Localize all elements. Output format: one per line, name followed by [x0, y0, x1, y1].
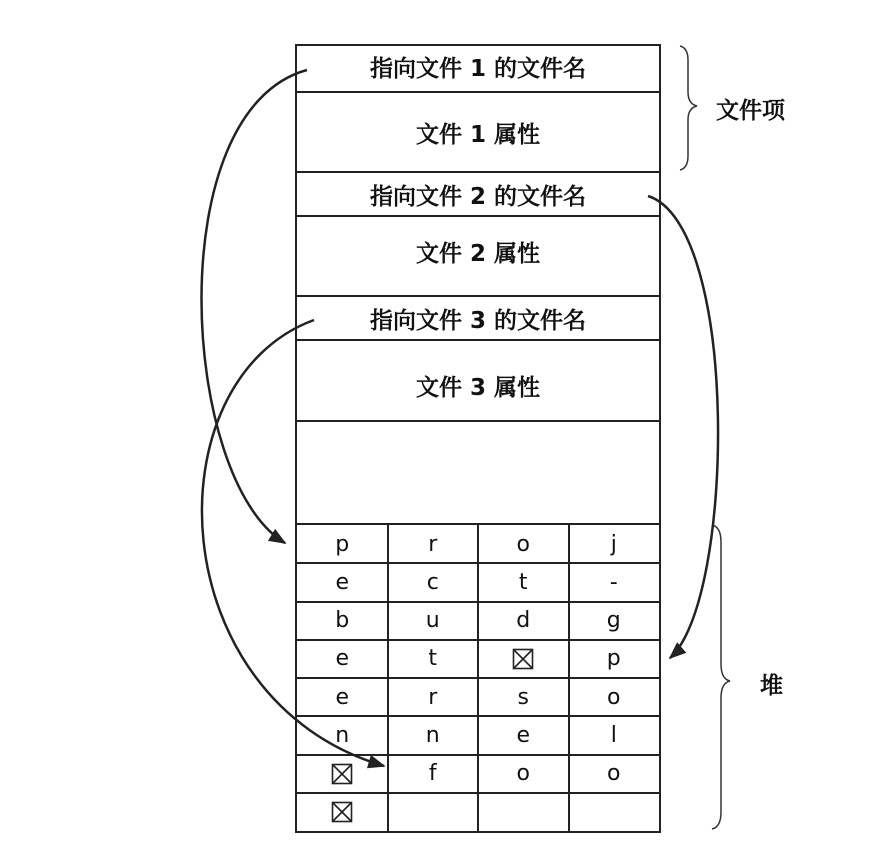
heap-char: u	[425, 608, 440, 634]
heap-char: o	[516, 531, 530, 557]
heap-char: c	[426, 569, 439, 595]
heap-char: l	[610, 722, 617, 748]
file3-pointer-label: 指向文件 3 的文件名	[369, 308, 587, 334]
heap-char: n	[335, 722, 350, 748]
heap-char: g	[606, 608, 621, 634]
file3-attr-label: 文件 3 属性	[415, 375, 541, 401]
heap-char: s	[517, 684, 529, 710]
heap-char: p	[335, 531, 350, 557]
heap-char: r	[428, 684, 438, 710]
file1-arrow	[201, 70, 307, 543]
heap-char: f	[428, 761, 437, 787]
file-entry-label: 文件项	[716, 98, 785, 124]
heap-label: 堆	[760, 673, 783, 699]
heap-char: e	[335, 684, 350, 710]
heap-char: o	[607, 761, 621, 787]
heap-brace	[712, 525, 730, 829]
file3-arrow	[202, 320, 384, 766]
heap-char: p	[606, 646, 621, 672]
file1-attr-label: 文件 1 属性	[415, 122, 541, 148]
heap-char: b	[335, 608, 350, 634]
file1-pointer-label: 指向文件 1 的文件名	[369, 56, 587, 82]
heap-char: e	[335, 646, 350, 672]
heap-char: e	[516, 722, 531, 748]
heap-char: n	[425, 722, 440, 748]
file-entry-brace	[680, 46, 697, 170]
heap-char: t	[428, 646, 438, 672]
heap-char: -	[609, 569, 618, 595]
heap-char: j	[610, 531, 617, 557]
file2-attr-label: 文件 2 属性	[415, 241, 541, 267]
heap-char: e	[335, 569, 350, 595]
file2-pointer-label: 指向文件 2 的文件名	[369, 184, 587, 210]
heap-char: d	[516, 608, 531, 634]
file2-arrow	[648, 196, 718, 658]
heap-char: o	[516, 761, 530, 787]
heap-char: r	[428, 531, 438, 557]
heap-char: t	[518, 569, 528, 595]
heap-char: o	[607, 684, 621, 710]
